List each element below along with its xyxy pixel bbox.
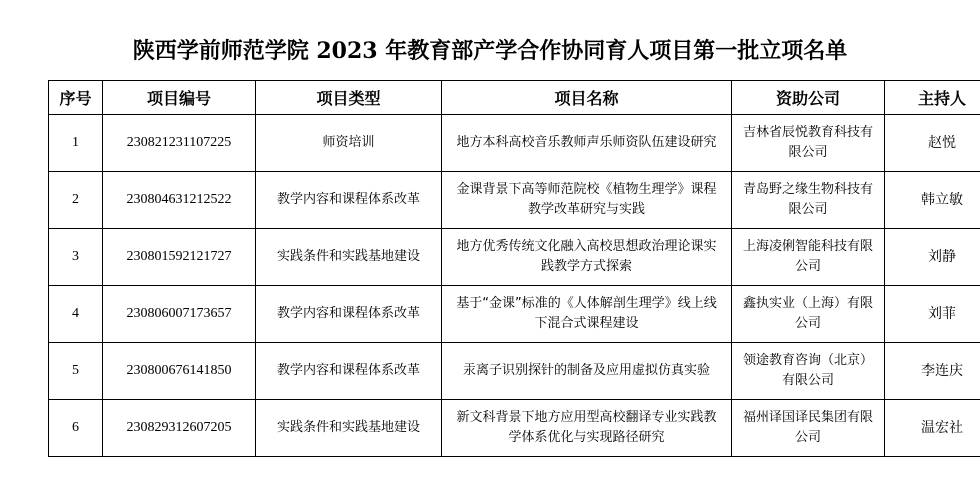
cell-seq: 2 xyxy=(49,172,103,229)
table-row xyxy=(49,400,980,457)
header-type: 项目类型 xyxy=(256,81,442,115)
cell-code: 230821231107225 xyxy=(103,115,256,172)
header-code: 项目编号 xyxy=(103,81,256,115)
cell-name: 汞离子识别探针的制备及应用虚拟仿真实验 xyxy=(442,343,732,400)
cell-host: 韩立敏 xyxy=(885,172,980,229)
cell-type: 教学内容和课程体系改革 xyxy=(256,172,442,229)
cell-seq: 4 xyxy=(49,286,103,343)
cell-code: 230806007173657 xyxy=(103,286,256,343)
cell-seq: 1 xyxy=(49,115,103,172)
cell-company: 领途教育咨询（北京）有限公司 xyxy=(732,343,885,400)
table-header-row xyxy=(49,81,980,115)
cell-name: 新文科背景下地方应用型高校翻译专业实践教学体系优化与实现路径研究 xyxy=(442,400,732,457)
cell-company: 青岛野之缘生物科技有限公司 xyxy=(732,172,885,229)
document-title: 陕西学前师范学院 2023 年教育部产学合作协同育人项目第一批立项名单 xyxy=(132,38,848,64)
cell-host: 温宏社 xyxy=(885,400,980,457)
table-row xyxy=(49,115,980,172)
cell-seq: 5 xyxy=(49,343,103,400)
header-host: 主持人 xyxy=(885,81,980,115)
cell-host: 刘静 xyxy=(885,229,980,286)
cell-type: 师资培训 xyxy=(256,115,442,172)
cell-code: 230804631212522 xyxy=(103,172,256,229)
cell-name: 地方优秀传统文化融入高校思想政治理论课实践教学方式探索 xyxy=(442,229,732,286)
table-row xyxy=(49,343,980,400)
cell-type: 教学内容和课程体系改革 xyxy=(256,343,442,400)
cell-company: 福州译国译民集团有限公司 xyxy=(732,400,885,457)
cell-seq: 6 xyxy=(49,400,103,457)
cell-name: 地方本科高校音乐教师声乐师资队伍建设研究 xyxy=(442,115,732,172)
cell-name: 金课背景下高等师范院校《植物生理学》课程教学改革研究与实践 xyxy=(442,172,732,229)
cell-name: 基于“金课”标准的《人体解剖生理学》线上线下混合式课程建设 xyxy=(442,286,732,343)
header-name: 项目名称 xyxy=(442,81,732,115)
cell-code: 230829312607205 xyxy=(103,400,256,457)
cell-company: 上海凌俐智能科技有限公司 xyxy=(732,229,885,286)
cell-host: 赵悦 xyxy=(885,115,980,172)
header-company: 资助公司 xyxy=(732,81,885,115)
cell-code: 230801592121727 xyxy=(103,229,256,286)
table-row xyxy=(49,286,980,343)
cell-host: 刘菲 xyxy=(885,286,980,343)
cell-code: 230800676141850 xyxy=(103,343,256,400)
table-row xyxy=(49,229,980,286)
header-seq: 序号 xyxy=(49,81,103,115)
cell-company: 鑫执实业（上海）有限公司 xyxy=(732,286,885,343)
cell-company: 吉林省辰悦教育科技有限公司 xyxy=(732,115,885,172)
table-row xyxy=(49,172,980,229)
cell-type: 实践条件和实践基地建设 xyxy=(256,400,442,457)
cell-type: 教学内容和课程体系改革 xyxy=(256,286,442,343)
cell-host: 李连庆 xyxy=(885,343,980,400)
cell-seq: 3 xyxy=(49,229,103,286)
cell-type: 实践条件和实践基地建设 xyxy=(256,229,442,286)
project-list-table xyxy=(48,80,980,457)
